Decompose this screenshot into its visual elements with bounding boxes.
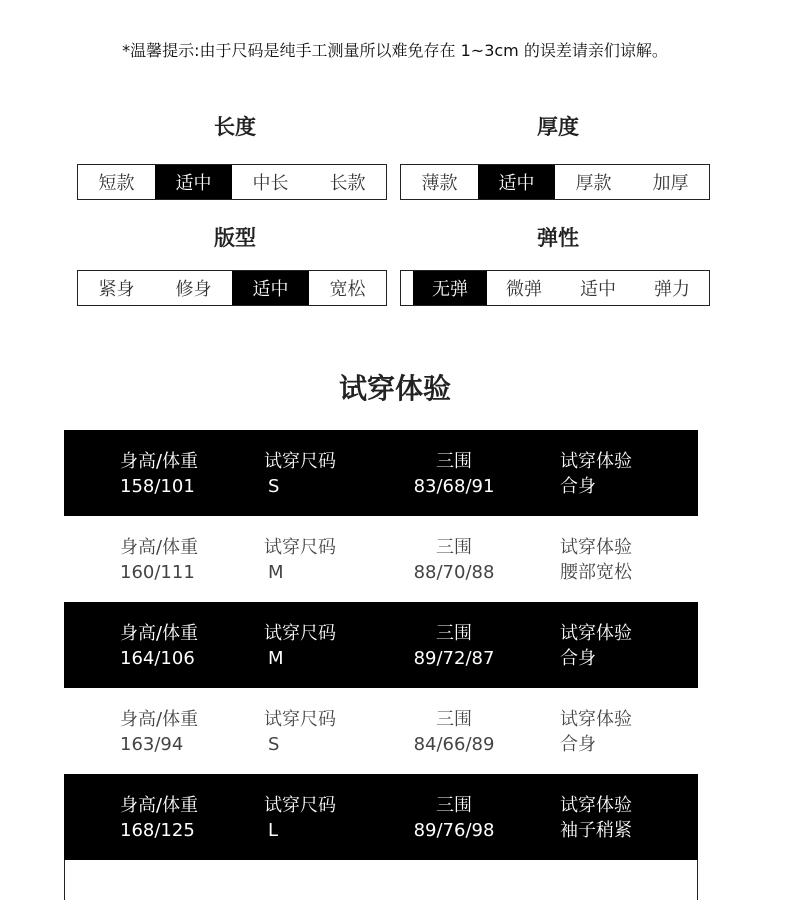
scale-option: 适中 <box>580 279 616 300</box>
header-label: 试穿体验 <box>560 451 632 472</box>
header-label: 试穿体验 <box>560 537 632 558</box>
cell-height-weight <box>120 793 198 843</box>
cell-height-weight <box>120 535 198 585</box>
cell-size <box>264 793 336 843</box>
value: 合身 <box>560 648 596 669</box>
header-label: 试穿尺码 <box>264 623 336 644</box>
header-label: 试穿体验 <box>560 795 632 816</box>
value: M <box>268 562 284 583</box>
header-label: 试穿体验 <box>560 709 632 730</box>
value: 合身 <box>560 734 596 755</box>
attr-title-elasticity: 弹性 <box>537 226 579 250</box>
header-label: 身高/体重 <box>120 623 199 644</box>
cell-measurements <box>404 449 504 499</box>
header-label: 三围 <box>436 795 472 816</box>
cell-size <box>264 621 336 671</box>
attr-scale-fit <box>77 270 387 306</box>
header-label: 三围 <box>436 709 472 730</box>
cell-size <box>264 535 336 585</box>
value: 84/66/89 <box>413 734 495 755</box>
cell-size <box>264 449 336 499</box>
size-notice: *温馨提示:由于尺码是纯手工测量所以难免存在 1~3cm 的误差请亲们谅解。 <box>122 41 668 60</box>
value: 164/106 <box>120 648 195 669</box>
header-label: 试穿尺码 <box>264 709 336 730</box>
cell-measurements <box>404 535 504 585</box>
cell-height-weight <box>120 621 198 671</box>
value: 163/94 <box>120 734 184 755</box>
scale-option: 薄款 <box>421 173 458 194</box>
scale-option: 中长 <box>252 173 289 194</box>
cell-experience <box>560 707 632 757</box>
header-label: 身高/体重 <box>120 795 199 816</box>
header-label: 三围 <box>436 451 472 472</box>
scale-option: 修身 <box>175 279 212 300</box>
table-row <box>64 774 698 860</box>
value: L <box>268 820 279 841</box>
cell-height-weight <box>120 707 198 757</box>
cell-measurements <box>404 621 504 671</box>
header-label: 身高/体重 <box>120 451 199 472</box>
table-continuation <box>64 860 698 900</box>
cell-experience <box>560 793 632 843</box>
attr-scale-elasticity <box>400 270 710 306</box>
header-label: 三围 <box>436 537 472 558</box>
table-row <box>64 430 698 516</box>
scale-option: 宽松 <box>329 279 366 300</box>
value: 88/70/88 <box>413 562 495 583</box>
scale-option: 紧身 <box>98 279 135 300</box>
cell-experience <box>560 621 632 671</box>
scale-option-selected: 适中 <box>478 165 555 199</box>
scale-option: 短款 <box>98 173 135 194</box>
header-label: 试穿尺码 <box>264 537 336 558</box>
section-title: 试穿体验 <box>338 372 451 405</box>
cell-size <box>264 707 336 757</box>
value: 83/68/91 <box>413 476 495 497</box>
attr-title-fit: 版型 <box>214 226 256 250</box>
header-label: 三围 <box>436 623 472 644</box>
trial-table <box>64 430 698 860</box>
header-label: 身高/体重 <box>120 709 199 730</box>
value: 160/111 <box>120 562 195 583</box>
cell-experience <box>560 535 632 585</box>
scale-option-selected: 适中 <box>155 165 232 199</box>
cell-measurements <box>404 793 504 843</box>
scale-option: 弹力 <box>654 279 690 300</box>
value: 158/101 <box>120 476 195 497</box>
header-label: 试穿尺码 <box>264 795 336 816</box>
scale-option-selected: 适中 <box>232 271 309 305</box>
table-row <box>64 688 698 774</box>
scale-option: 厚款 <box>575 173 612 194</box>
value: 89/72/87 <box>413 648 495 669</box>
value: S <box>268 734 280 755</box>
header-label: 试穿体验 <box>560 623 632 644</box>
value: 袖子稍紧 <box>560 820 632 841</box>
header-label: 身高/体重 <box>120 537 199 558</box>
cell-measurements <box>404 707 504 757</box>
table-row <box>64 516 698 602</box>
cell-height-weight <box>120 449 198 499</box>
attr-title-length: 长度 <box>214 115 256 139</box>
cell-experience <box>560 449 632 499</box>
scale-option: 长款 <box>329 173 366 194</box>
value: 168/125 <box>120 820 195 841</box>
value: 合身 <box>560 476 596 497</box>
attr-title-thickness: 厚度 <box>537 115 579 139</box>
scale-option: 微弹 <box>506 279 542 300</box>
value: 89/76/98 <box>413 820 495 841</box>
attr-scale-length <box>77 164 387 200</box>
scale-option-selected: 无弹 <box>413 271 487 305</box>
header-label: 试穿尺码 <box>264 451 336 472</box>
value: 腰部宽松 <box>560 562 632 583</box>
scale-option: 加厚 <box>652 173 689 194</box>
attr-scale-thickness <box>400 164 710 200</box>
value: S <box>268 476 280 497</box>
value: M <box>268 648 284 669</box>
table-row <box>64 602 698 688</box>
